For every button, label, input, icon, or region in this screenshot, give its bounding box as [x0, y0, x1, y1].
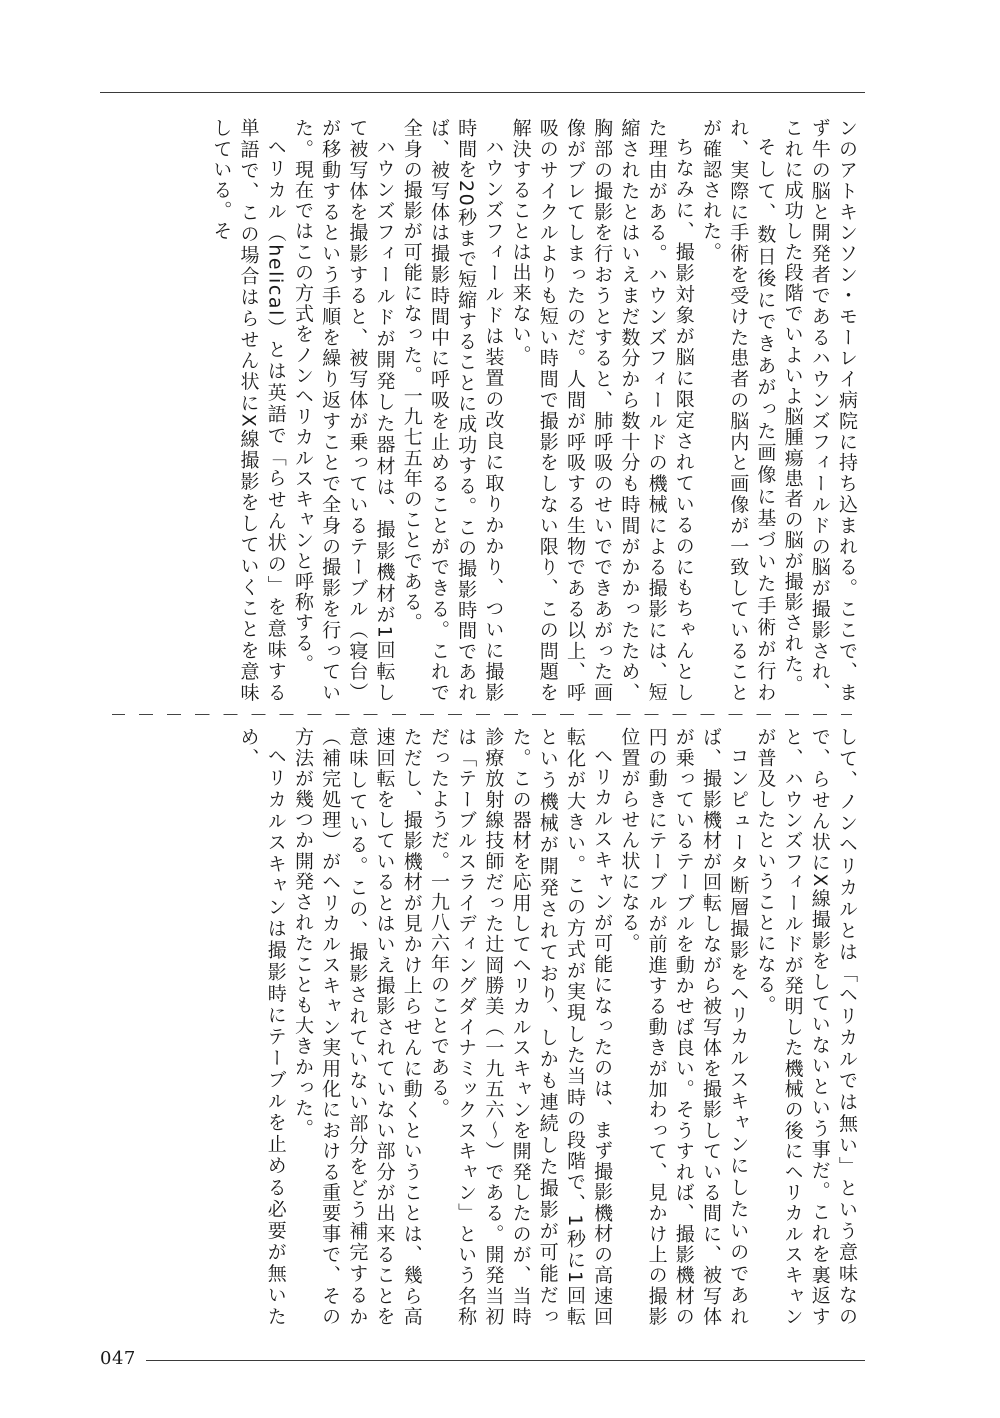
- paragraph: コンピュータ断層撮影をヘリカルスキャンにしたいのであれば、撮影機材が回転しながら被写体を撮影している間に、被写体が乗っているテーブルを動かせば良い。そうすれば、撮影機材の円の動きにテーブルが前進する動きが加わって、見かけ上の撮影位置がらせん状になる。: [618, 727, 750, 1327]
- paragraph: そして、数日後にできあがった画像に基づいた手術が行われ、実際に手術を受けた患者の脳内と画像が一致していることが確認された。: [699, 118, 777, 703]
- upper-text-block: [112, 118, 860, 703]
- paragraph: ヘリカル（helical）とは英語で「らせん状の」を意味する単語で、この場合はらせん状にX線撮影をしていくことを意味している。そ: [210, 118, 287, 703]
- paragraph: ちなみに、撮影対象が脳に限定されているのにもちゃんとした理由がある。ハウンズフィールドの機械による撮影には、短縮されたとはいえまだ数分から数十分も時間がかかったため、胸部の撮影を行おうとすると、肺呼吸のせいでできあがった画像がブレてしまったのだ。人間が呼吸する生物である以上、呼吸のサイクルよりも短い時間で撮影をしない限り、この問題を解決することは出来ない。: [509, 118, 695, 703]
- column-divider: [112, 714, 852, 715]
- paragraph: ヘリカルスキャンが可能になったのは、まず撮影機材の高速回転化が大きい。この方式が実現した当時の段階で、1秒に1回転という機械が開発されており、しかも連続した撮影が可能だった。この器材を応用してヘリカルスキャンを開発したのが、当時診療放射線技師だった辻岡勝美（一九五六〜）である。開発当初は「テーブルスライディングダイナミックスキャン」という名称だったようだ。一九八六年のことである。: [427, 727, 614, 1327]
- paragraph: ただし、撮影機材が見かけ上らせんに動くということは、幾ら高速回転をしているとはいえ撮影されていない部分が出来ることを意味している。この、撮影されていない部分をどう補完するか（補完処理）がヘリカルスキャン実用化における重要事で、その方法が幾つか開発されたことも大きかった。: [291, 727, 423, 1327]
- top-rule: [100, 92, 865, 93]
- lower-text-block: [112, 727, 860, 1327]
- paragraph: ハウンズフィールドが開発した器材は、撮影機材が1回転して被写体を撮影すると、被写体が乗っているテーブル（寝台）が移動するという手順を繰り返すことで全身の撮影を行っていた。現在ではこの方式をノンヘリカルスキャンと呼称する。: [291, 118, 396, 703]
- paragraph: ヘリカルスキャンは撮影時にテーブルを止める必要が無いため、: [237, 727, 287, 1327]
- paragraph: して、ノンヘリカルとは「ヘリカルでは無い」という意味なので、らせん状にX線撮影をしていないという事だ。これを裏返すと、ハウンズフィールドが発明した機械の後にヘリカルスキャンが普及したということになる。: [754, 727, 858, 1327]
- paragraph: ンのアトキンソン・モーレイ病院に持ち込まれる。ここで、まず牛の脳と開発者であるハウンズフィールドの脳が撮影され、これに成功した段階でいよいよ脳腫瘍患者の脳が撮影された。: [781, 118, 858, 703]
- page-number: 047: [100, 1348, 136, 1369]
- bottom-rule: [146, 1360, 865, 1361]
- paragraph: ハウンズフィールドは装置の改良に取りかかり、ついに撮影時間を20秒まで短縮することに成功する。この撮影時間であれば、被写体は撮影時間中に呼吸を止めることができる。これで全身の撮影が可能になった。一九七五年のことである。: [400, 118, 505, 703]
